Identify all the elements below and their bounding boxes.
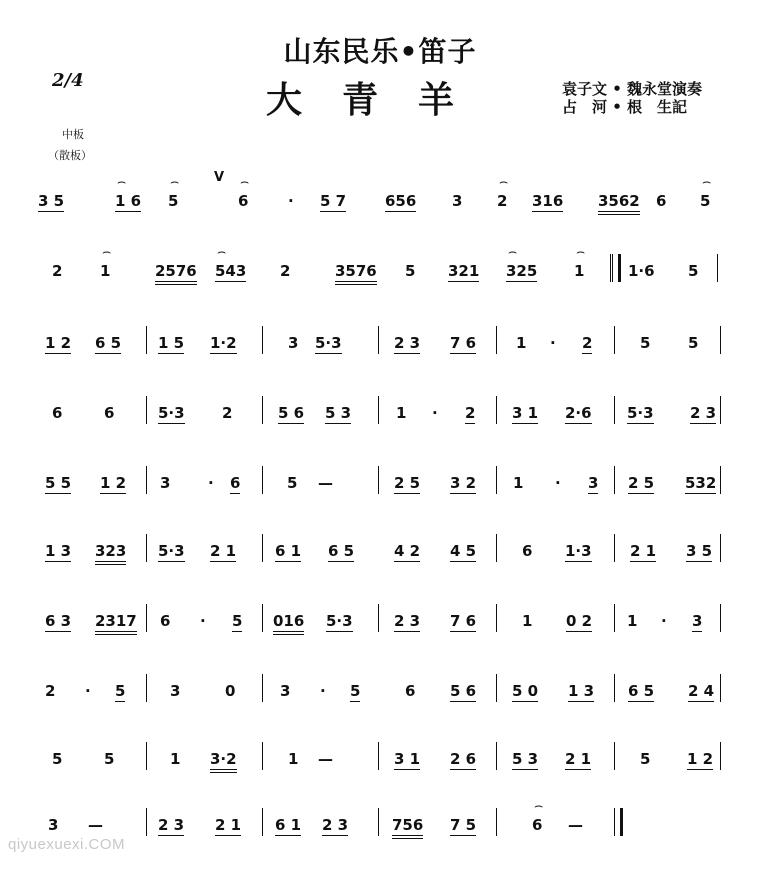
- note-group: 2 5: [394, 474, 421, 492]
- barline: [146, 742, 147, 770]
- barline: [262, 674, 263, 702]
- note-group: 5: [232, 612, 243, 630]
- barline: [146, 604, 147, 632]
- performer-credit: 袁子文 • 魏永堂演奏: [562, 80, 703, 98]
- note-group: 1 6: [115, 192, 142, 210]
- score-line: [0, 404, 760, 444]
- barline: [262, 808, 263, 836]
- note-group: 2: [465, 404, 476, 422]
- note-group: ·: [288, 192, 294, 210]
- note-group: 1: [396, 404, 407, 422]
- score-line: [0, 682, 760, 722]
- barline: [496, 466, 497, 494]
- barline: [146, 808, 147, 836]
- note-group: 7 6: [450, 334, 477, 352]
- note-group: 2: [45, 682, 56, 700]
- note-group: 325: [506, 262, 538, 280]
- note-group: 3 1: [512, 404, 539, 422]
- note-group: 6: [522, 542, 533, 560]
- watermark: qiyuexuexi.COM: [8, 836, 126, 853]
- fermata-icon: ⌢: [170, 174, 180, 190]
- note-group: 1: [522, 612, 533, 630]
- barline: [614, 674, 615, 702]
- note-group: 5 5: [45, 474, 72, 492]
- note-group: 1 3: [45, 542, 72, 560]
- note-group: ·: [208, 474, 214, 492]
- fermata-icon: ⌢: [508, 244, 518, 260]
- note-group: 6 3: [45, 612, 72, 630]
- note-group: 5·3: [158, 542, 185, 560]
- barline: [614, 534, 615, 562]
- note-group: 2576: [155, 262, 197, 285]
- note-group: 2: [52, 262, 63, 280]
- note-group: ·: [85, 682, 91, 700]
- note-group: 5: [688, 334, 699, 352]
- note-group: 5: [640, 750, 651, 768]
- note-group: 3 5: [686, 542, 713, 560]
- note-group: 2 3: [394, 334, 421, 352]
- note-group: 6: [52, 404, 63, 422]
- barline: [496, 742, 497, 770]
- note-group: 5: [688, 262, 699, 280]
- barline: [262, 742, 263, 770]
- score-line: [0, 174, 760, 232]
- note-group: 2 4: [688, 682, 715, 700]
- note-group: 2 1: [215, 816, 242, 834]
- note-group: 6 5: [95, 334, 122, 352]
- note-group: ·: [320, 682, 326, 700]
- note-group: 1: [516, 334, 527, 352]
- note-group: ·: [200, 612, 206, 630]
- barline: [378, 742, 379, 770]
- double-barline: [614, 808, 623, 836]
- time-signature: 2/4: [52, 70, 84, 91]
- barline: [496, 534, 497, 562]
- note-group: 5·3: [627, 404, 654, 422]
- note-group: 0 2: [566, 612, 593, 630]
- note-group: 5: [168, 192, 179, 210]
- note-group: 6: [230, 474, 241, 492]
- barline: [496, 674, 497, 702]
- double-barline: [612, 254, 621, 282]
- note-group: 1·3: [565, 542, 592, 560]
- barline: [496, 604, 497, 632]
- note-group: 2: [280, 262, 291, 280]
- barline: [262, 604, 263, 632]
- barline: [614, 326, 615, 354]
- barline: [262, 534, 263, 562]
- note-group: 5 7: [320, 192, 347, 210]
- note-group: 2 1: [630, 542, 657, 560]
- fermata-icon: ⌢: [240, 174, 250, 190]
- note-group: 1 2: [100, 474, 127, 492]
- barline: [717, 254, 718, 282]
- note-group: 3 1: [394, 750, 421, 768]
- note-group: 1 3: [568, 682, 595, 700]
- note-group: 323: [95, 542, 126, 565]
- note-group: 7 5: [450, 816, 477, 834]
- note-group: 2 6: [450, 750, 477, 768]
- barline: [378, 326, 379, 354]
- barline: [146, 466, 147, 494]
- note-group: 0: [225, 682, 236, 700]
- note-group: 1: [513, 474, 524, 492]
- note-group: 2317: [95, 612, 137, 635]
- note-group: 1: [100, 262, 111, 280]
- transcriber-credit: 占 河 • 根 生記: [562, 98, 688, 116]
- note-group: ·: [555, 474, 561, 492]
- fermata-icon: ⌢: [117, 174, 127, 190]
- note-group: —: [88, 816, 103, 834]
- note-group: 2: [222, 404, 233, 422]
- note-group: 1: [288, 750, 299, 768]
- fermata-icon: ⌢: [217, 244, 227, 260]
- note-group: 3576: [335, 262, 377, 285]
- note-group: 016: [273, 612, 304, 635]
- barline: [720, 466, 721, 494]
- note-group: 532: [685, 474, 717, 492]
- note-group: 316: [532, 192, 564, 210]
- note-group: 6 5: [328, 542, 355, 560]
- note-group: 3: [288, 334, 299, 352]
- note-group: 6: [160, 612, 171, 630]
- note-group: 5: [640, 334, 651, 352]
- piece-title: 大青羊: [265, 79, 494, 121]
- note-group: 3: [170, 682, 181, 700]
- note-group: 6: [532, 816, 543, 834]
- barline: [720, 326, 721, 354]
- note-group: 5: [350, 682, 361, 700]
- note-group: 5 3: [325, 404, 352, 422]
- note-group: 3: [692, 612, 703, 630]
- note-group: 2 5: [628, 474, 655, 492]
- note-group: 3 5: [38, 192, 65, 210]
- note-group: 2: [497, 192, 508, 210]
- barline: [262, 326, 263, 354]
- barline: [614, 604, 615, 632]
- note-group: 2 3: [394, 612, 421, 630]
- note-group: 5: [287, 474, 298, 492]
- fermata-icon: ⌢: [102, 244, 112, 260]
- note-group: 1: [170, 750, 181, 768]
- note-group: 4 5: [450, 542, 477, 560]
- note-group: —: [318, 474, 333, 492]
- note-group: ·: [550, 334, 556, 352]
- barline: [378, 396, 379, 424]
- barline: [614, 466, 615, 494]
- note-group: 5: [104, 750, 115, 768]
- barline: [720, 396, 721, 424]
- barline: [378, 808, 379, 836]
- note-group: 3: [48, 816, 59, 834]
- note-group: 5: [405, 262, 416, 280]
- note-group: 2·6: [565, 404, 592, 422]
- barline: [378, 604, 379, 632]
- tempo-note: （散板）: [48, 149, 92, 162]
- barline: [496, 808, 497, 836]
- note-group: 6: [238, 192, 249, 210]
- score-line: [0, 334, 760, 374]
- fermata-icon: ⌢: [576, 244, 586, 260]
- score-line: [0, 612, 760, 652]
- note-group: 6 1: [275, 816, 302, 834]
- note-group: 1 2: [687, 750, 714, 768]
- note-group: 6 1: [275, 542, 302, 560]
- note-group: —: [318, 750, 333, 768]
- note-group: 3: [452, 192, 463, 210]
- note-group: 6: [656, 192, 667, 210]
- note-group: 2 3: [322, 816, 349, 834]
- note-group: 543: [215, 262, 247, 280]
- note-group: 1·6: [628, 262, 655, 280]
- barline: [262, 396, 263, 424]
- note-group: 2 3: [690, 404, 717, 422]
- note-group: 6: [405, 682, 416, 700]
- note-group: 7 6: [450, 612, 477, 630]
- note-group: 3·2: [210, 750, 237, 773]
- note-group: 1 2: [45, 334, 72, 352]
- barline: [146, 326, 147, 354]
- barline: [720, 604, 721, 632]
- collection-title: 山东民乐•笛子: [283, 35, 477, 68]
- note-group: 2 1: [210, 542, 237, 560]
- score-line: [0, 542, 760, 582]
- barline: [720, 534, 721, 562]
- note-group: —: [568, 816, 583, 834]
- barline: [146, 534, 147, 562]
- note-group: 5·3: [158, 404, 185, 422]
- fermata-icon: ⌢: [499, 174, 509, 190]
- note-group: ·: [432, 404, 438, 422]
- note-group: 3: [588, 474, 599, 492]
- note-group: 1: [574, 262, 585, 280]
- barline: [614, 742, 615, 770]
- note-group: 1: [627, 612, 638, 630]
- note-group: 2 1: [565, 750, 592, 768]
- note-group: 1·2: [210, 334, 237, 352]
- barline: [720, 674, 721, 702]
- barline: [262, 466, 263, 494]
- note-group: 3: [160, 474, 171, 492]
- barline: [146, 674, 147, 702]
- fermata-icon: ⌢: [702, 174, 712, 190]
- note-group: 3: [280, 682, 291, 700]
- note-group: 656: [385, 192, 417, 210]
- note-group: 1 5: [158, 334, 185, 352]
- note-group: 756: [392, 816, 423, 839]
- fermata-icon: ⌢: [534, 798, 544, 814]
- note-group: 3 2: [450, 474, 477, 492]
- note-group: 5 3: [512, 750, 539, 768]
- note-group: 5·3: [326, 612, 353, 630]
- barline: [610, 254, 611, 282]
- score-line: [0, 244, 760, 302]
- note-group: 2: [582, 334, 593, 352]
- note-group: 6: [104, 404, 115, 422]
- note-group: 5 6: [450, 682, 477, 700]
- note-group: 5: [52, 750, 63, 768]
- barline: [496, 326, 497, 354]
- note-group: 5 6: [278, 404, 305, 422]
- note-group: 5: [700, 192, 711, 210]
- note-group: 2 3: [158, 816, 185, 834]
- barline: [614, 396, 615, 424]
- breath-mark: V: [214, 170, 225, 185]
- score-line: [0, 750, 760, 790]
- note-group: ·: [661, 612, 667, 630]
- barline: [146, 396, 147, 424]
- barline: [496, 396, 497, 424]
- note-group: 5: [115, 682, 126, 700]
- note-group: 321: [448, 262, 480, 280]
- barline: [720, 742, 721, 770]
- score-line: [0, 474, 760, 514]
- tempo-marking: 中板: [62, 128, 84, 141]
- barline: [378, 466, 379, 494]
- note-group: 6 5: [628, 682, 655, 700]
- note-group: 3562: [598, 192, 640, 215]
- note-group: 5 0: [512, 682, 539, 700]
- note-group: 5·3: [315, 334, 342, 352]
- note-group: 4 2: [394, 542, 421, 560]
